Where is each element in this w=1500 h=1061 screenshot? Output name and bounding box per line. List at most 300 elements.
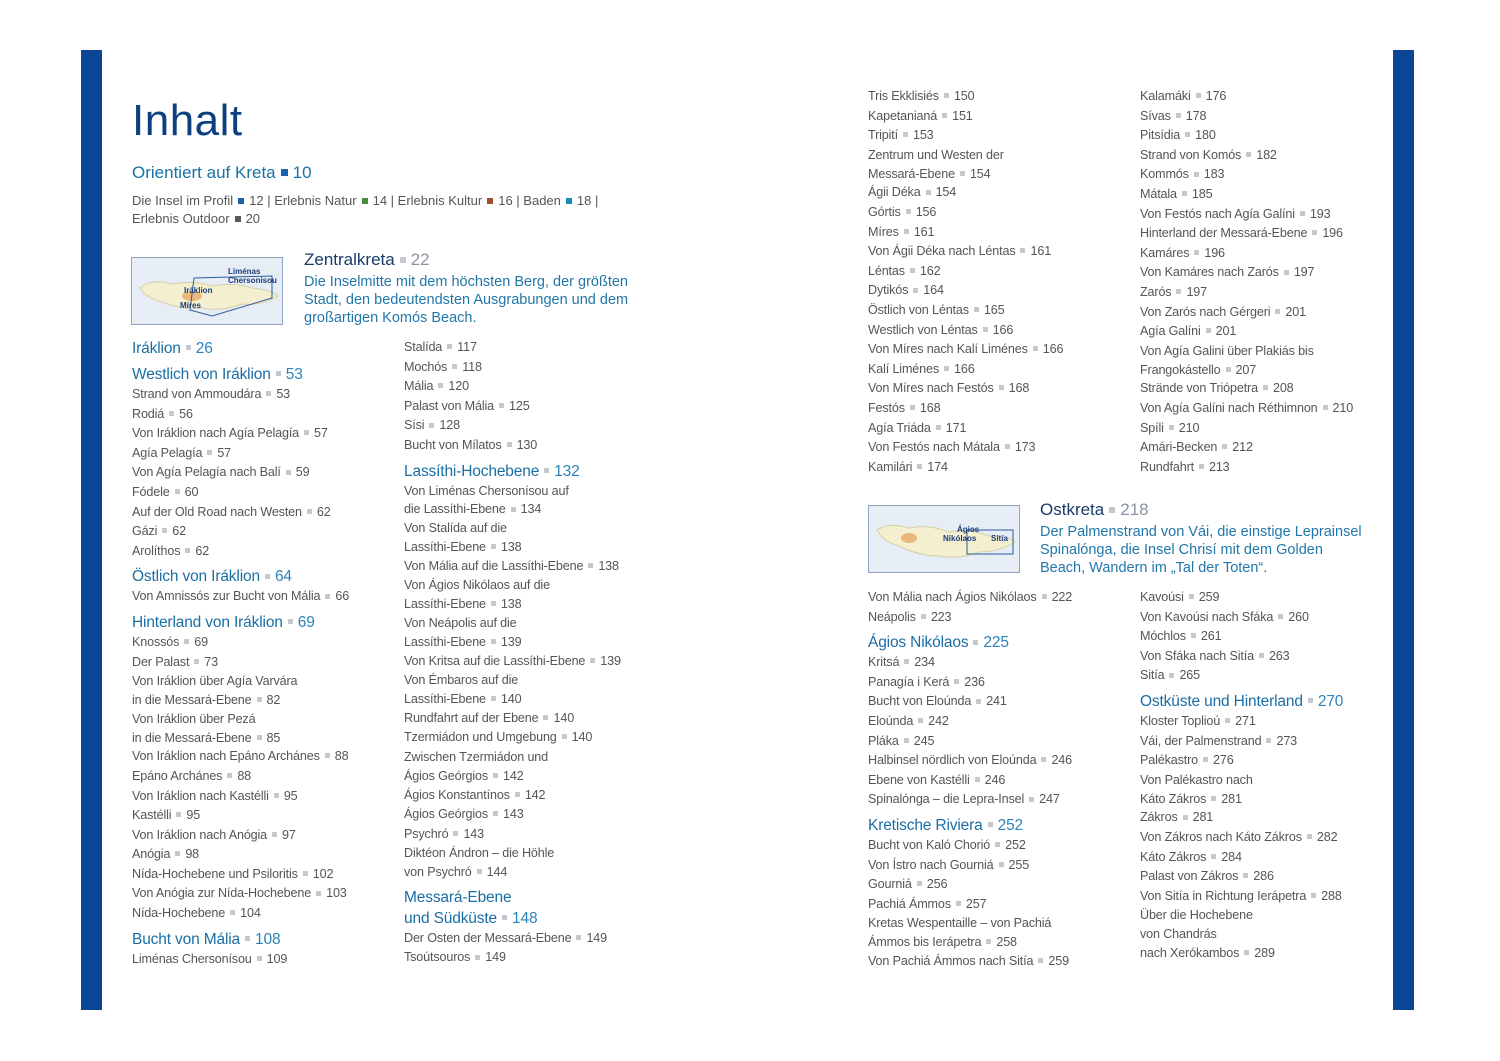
toc-entry[interactable] — [868, 321, 1128, 341]
page-number: 108 — [255, 930, 281, 948]
toc-entry[interactable] — [868, 875, 1128, 895]
entry-title: Erlebnis Natur — [274, 193, 357, 208]
bullet-square-icon — [274, 793, 279, 798]
bullet-square-icon — [1189, 594, 1194, 599]
entry-title: Zwischen Tzermiádon und Ágios Geórgios — [404, 749, 549, 783]
entry-title: Tripití — [868, 128, 898, 143]
toc-entry[interactable] — [868, 360, 1128, 380]
entry-title: Kavoúsi — [1140, 590, 1184, 604]
bullet-square-icon — [1311, 893, 1316, 898]
toc-entry[interactable] — [132, 904, 392, 924]
toc-section-heading[interactable] — [404, 461, 664, 482]
toc-entry[interactable] — [1140, 627, 1390, 647]
toc-entry[interactable] — [868, 914, 1128, 952]
toc-entry[interactable] — [132, 884, 392, 904]
toc-entry[interactable] — [1140, 771, 1390, 809]
entry-title: Mátala — [1140, 186, 1177, 201]
entry-title: Von Palékastro nach Káto Zákros — [1140, 772, 1253, 806]
toc-entry[interactable] — [132, 653, 392, 673]
toc-entry[interactable] — [1140, 751, 1390, 771]
toc-entry[interactable] — [1140, 379, 1390, 399]
page-number: 212 — [1232, 440, 1253, 455]
entry-title: Ágios Konstantínos — [404, 787, 510, 802]
bullet-square-icon — [906, 209, 911, 214]
toc-entry[interactable] — [404, 948, 664, 968]
entry-title: Bucht von Eloúnda — [868, 694, 972, 709]
toc-entry[interactable] — [132, 747, 392, 767]
toc-entry[interactable] — [1140, 419, 1390, 439]
toc-entry[interactable] — [404, 709, 664, 729]
bullet-square-icon — [1266, 738, 1271, 743]
page-number: 149 — [586, 930, 608, 945]
page-number: 208 — [1272, 381, 1294, 396]
toc-entry[interactable] — [132, 385, 392, 405]
page-number: 193 — [1309, 206, 1331, 221]
toc-entry[interactable] — [868, 771, 1128, 791]
toc-entry[interactable] — [1140, 87, 1390, 107]
section-orientiert[interactable] — [132, 163, 312, 183]
toc-entry[interactable] — [868, 223, 1128, 243]
orient-subsection-link[interactable] — [132, 193, 264, 208]
toc-entry[interactable] — [404, 436, 664, 456]
bullet-square-icon — [1222, 444, 1227, 449]
page-number: 10 — [292, 163, 312, 182]
toc-entry[interactable] — [1140, 205, 1390, 225]
toc-entry[interactable] — [132, 865, 392, 885]
toc-entry[interactable] — [1140, 666, 1390, 686]
toc-entry[interactable] — [868, 203, 1128, 223]
page-number: 154 — [935, 185, 957, 200]
toc-entry[interactable] — [404, 728, 664, 748]
page-number: 252 — [997, 816, 1024, 834]
entry-title: Palast von Mália — [404, 398, 494, 413]
toc-entry[interactable] — [132, 522, 392, 542]
toc-entry[interactable] — [1140, 224, 1390, 244]
bullet-square-icon — [1211, 796, 1216, 801]
page-number: 284 — [1221, 849, 1242, 864]
toc-entry[interactable] — [1140, 107, 1390, 127]
entry-title: Stalída — [404, 340, 443, 354]
bullet-square-icon — [502, 915, 507, 920]
entry-title: Zentrum und Westen der Messará-Ebene — [868, 147, 1004, 181]
entry-title: Erlebnis Outdoor — [132, 211, 230, 226]
toc-entry[interactable] — [132, 787, 392, 807]
page-number: 138 — [500, 597, 522, 612]
bullet-square-icon — [475, 955, 480, 960]
entry-title: Gázi — [132, 524, 158, 539]
bullet-square-icon — [307, 509, 312, 514]
region-title: Ostkreta — [1040, 500, 1105, 519]
bullet-square-icon — [272, 832, 277, 837]
toc-entry[interactable] — [132, 845, 392, 865]
bullet-square-icon — [1005, 444, 1010, 449]
toc-entry[interactable] — [868, 419, 1128, 439]
toc-section-heading[interactable] — [868, 815, 1128, 836]
entry-title: Von Stalída auf die Lassíthi-Ebene — [404, 521, 507, 554]
entry-title: Neápolis — [868, 609, 916, 624]
page-number: 261 — [1200, 629, 1222, 644]
entry-title: Epáno Archánes — [132, 768, 223, 783]
toc-entry[interactable] — [868, 608, 1128, 628]
bullet-square-icon — [245, 936, 250, 941]
toc-entry[interactable] — [868, 301, 1128, 321]
page-number: 103 — [326, 886, 347, 901]
toc-entry[interactable] — [1140, 608, 1390, 628]
entry-title: Die Insel im Profil — [132, 193, 234, 208]
entry-title: Von Zarós nach Gérgeri — [1140, 304, 1271, 319]
page-number: 104 — [240, 906, 261, 921]
page-number: 171 — [945, 420, 967, 435]
entry-title: Mália — [404, 379, 434, 394]
bullet-square-icon — [1243, 873, 1248, 878]
page-number: 273 — [1276, 733, 1298, 748]
bullet-square-icon — [988, 822, 993, 827]
page-number: 255 — [1008, 857, 1030, 872]
page-number: 22 — [410, 250, 430, 269]
toc-entry[interactable] — [868, 895, 1128, 915]
toc-entry[interactable] — [1140, 399, 1390, 419]
bullet-square-icon — [999, 862, 1004, 867]
bullet-square-icon — [1244, 950, 1249, 955]
bullet-square-icon — [974, 307, 979, 312]
page-number: 69 — [297, 613, 315, 631]
toc-entry[interactable] — [868, 836, 1128, 856]
bullet-square-icon — [562, 734, 567, 739]
toc-entry[interactable] — [404, 786, 664, 806]
bullet-square-icon — [954, 679, 959, 684]
toc-entry[interactable] — [868, 653, 1128, 673]
bullet-square-icon — [1226, 367, 1231, 372]
page-number: 125 — [509, 398, 530, 413]
bullet-square-icon — [257, 697, 262, 702]
bullet-square-icon — [1183, 815, 1188, 820]
toc-entry[interactable] — [132, 483, 392, 503]
page-number: 161 — [1030, 244, 1052, 259]
bullet-square-icon — [186, 345, 191, 350]
bullet-square-icon — [257, 956, 262, 961]
toc-entry[interactable] — [404, 614, 664, 652]
toc-entry[interactable] — [132, 710, 392, 748]
page-number: 210 — [1178, 420, 1200, 435]
page-number: 242 — [928, 713, 949, 728]
toc-entry[interactable] — [1140, 283, 1390, 303]
page-number: 118 — [462, 359, 482, 374]
page-number: 166 — [992, 322, 1014, 337]
page-number: 140 — [500, 691, 522, 706]
entry-title: Kloster Toplioú — [1140, 713, 1221, 728]
entry-title: Von Pachiá Ámmos nach Sitía — [868, 953, 1034, 968]
page-number: 69 — [194, 634, 208, 649]
bullet-square-icon — [303, 871, 308, 876]
entry-title: Kalí Liménes — [868, 361, 940, 376]
bullet-square-icon — [1176, 289, 1181, 294]
toc-entry[interactable] — [132, 503, 392, 523]
bullet-square-icon — [921, 614, 926, 619]
toc-entry[interactable] — [404, 671, 664, 709]
toc-entry[interactable] — [404, 338, 664, 358]
toc-entry[interactable] — [1140, 342, 1390, 380]
toc-entry[interactable] — [132, 463, 392, 483]
page-number: 153 — [912, 128, 934, 143]
toc-entry[interactable] — [404, 397, 664, 417]
toc-entry[interactable] — [868, 399, 1128, 419]
page-number: 148 — [512, 909, 538, 927]
toc-entry[interactable] — [1140, 732, 1390, 752]
entry-title: Bucht von Mílatos — [404, 437, 502, 452]
toc-entry[interactable] — [1140, 848, 1390, 868]
toc-section-heading[interactable] — [1140, 691, 1390, 712]
entry-title: Ágios Nikólaos — [868, 634, 969, 652]
page-number: 173 — [1014, 440, 1036, 455]
toc-entry[interactable] — [1140, 647, 1390, 667]
toc-column-right-1 — [868, 87, 1128, 477]
toc-entry[interactable] — [1140, 244, 1390, 264]
toc-section-heading[interactable] — [132, 929, 392, 950]
toc-entry[interactable] — [868, 458, 1128, 478]
toc-entry[interactable] — [404, 825, 664, 845]
toc-section-heading[interactable] — [132, 338, 392, 359]
toc-entry[interactable] — [404, 416, 664, 436]
bullet-square-icon — [1196, 93, 1201, 98]
page-number: 53 — [276, 387, 291, 401]
bullet-square-icon — [235, 216, 241, 222]
page-number: 12 — [249, 193, 264, 208]
bullet-square-icon — [1176, 113, 1181, 118]
page-number: 150 — [953, 89, 975, 103]
bullet-square-icon — [511, 507, 516, 512]
toc-entry[interactable] — [868, 712, 1128, 732]
toc-entry[interactable] — [1140, 887, 1390, 907]
bullet-square-icon — [1284, 270, 1289, 275]
entry-title: Psychró — [404, 826, 449, 841]
entry-title: Ebene von Kastélli — [868, 772, 970, 787]
toc-entry[interactable] — [1140, 126, 1390, 146]
map-label: Chersonisou — [228, 276, 277, 285]
bullet-square-icon — [1263, 385, 1268, 390]
entry-title: Von Agía Galini über Plakiás bis Frangokástello — [1140, 343, 1314, 377]
bullet-square-icon — [904, 738, 909, 743]
toc-entry[interactable] — [132, 826, 392, 846]
page-number: 95 — [283, 788, 298, 803]
page-number: 183 — [1203, 167, 1225, 182]
toc-entry[interactable] — [1140, 185, 1390, 205]
entry-title: Pitsídia — [1140, 128, 1181, 143]
toc-entry[interactable] — [1140, 828, 1390, 848]
entry-title: Von Émbaros auf die Lassíthi-Ebene — [404, 673, 519, 706]
page-number: 259 — [1048, 953, 1069, 968]
toc-section-heading[interactable] — [132, 566, 392, 587]
page-number: 196 — [1204, 245, 1225, 260]
bullet-square-icon — [956, 901, 961, 906]
bullet-square-icon — [999, 385, 1004, 390]
bullet-square-icon — [1312, 230, 1317, 235]
page-number: 57 — [314, 426, 328, 441]
entry-title: Rundfahrt — [1140, 459, 1194, 474]
bullet-square-icon — [452, 364, 457, 369]
page-number: 149 — [485, 950, 506, 965]
toc-entry[interactable] — [1140, 458, 1390, 478]
toc-entry[interactable] — [132, 542, 392, 562]
page-number: 143 — [503, 807, 524, 822]
page-number: 289 — [1254, 945, 1275, 960]
toc-entry[interactable] — [868, 281, 1128, 301]
map-label: Nikólaos — [943, 534, 977, 543]
toc-entry[interactable] — [1140, 712, 1390, 732]
bullet-square-icon — [400, 257, 406, 263]
page-number: 288 — [1321, 888, 1342, 903]
toc-entry[interactable] — [1140, 303, 1390, 323]
toc-entry[interactable] — [132, 587, 392, 607]
bullet-square-icon — [944, 93, 949, 98]
page-number: 196 — [1322, 226, 1343, 241]
toc-entry[interactable] — [132, 633, 392, 653]
toc-entry[interactable] — [868, 732, 1128, 752]
bullet-square-icon — [1225, 718, 1230, 723]
orient-subsection-link[interactable] — [523, 193, 591, 208]
page-number: 109 — [266, 951, 288, 966]
toc-entry[interactable] — [868, 262, 1128, 282]
toc-entry[interactable] — [404, 748, 664, 786]
entry-title: Von Kritsa auf die Lassíthi-Ebene — [404, 653, 586, 668]
bullet-square-icon — [493, 773, 498, 778]
toc-entry[interactable] — [1140, 906, 1390, 962]
page-number: 222 — [1051, 590, 1073, 604]
toc-entry[interactable] — [868, 692, 1128, 712]
page-number: 130 — [516, 437, 538, 452]
toc-entry[interactable] — [1140, 808, 1390, 828]
toc-entry[interactable] — [868, 952, 1128, 972]
bullet-square-icon — [1211, 854, 1216, 859]
page-number: 180 — [1195, 128, 1216, 143]
page-number: 142 — [524, 787, 546, 802]
toc-entry[interactable] — [868, 340, 1128, 360]
page-number: 166 — [1042, 342, 1064, 357]
bullet-square-icon — [1191, 633, 1196, 638]
page-number: 138 — [598, 558, 619, 573]
entry-title: Panagía i Kerá — [868, 674, 950, 689]
toc-entry[interactable] — [132, 806, 392, 826]
page-number: 256 — [926, 877, 948, 892]
toc-entry[interactable] — [404, 844, 664, 882]
toc-entry[interactable] — [404, 482, 664, 520]
bullet-square-icon — [1300, 211, 1305, 216]
toc-entry[interactable] — [868, 242, 1128, 262]
toc-section-heading[interactable] — [132, 612, 392, 633]
toc-entry[interactable] — [1140, 146, 1390, 166]
page-number: 142 — [503, 768, 524, 783]
orient-subsection-link[interactable] — [274, 193, 387, 208]
toc-entry[interactable] — [868, 146, 1128, 184]
bullet-square-icon — [429, 423, 434, 428]
toc-entry[interactable] — [404, 576, 664, 614]
toc-entry[interactable] — [404, 377, 664, 397]
entry-title: Spinalónga – die Lepra-Insel — [868, 792, 1025, 807]
toc-entry[interactable] — [1140, 263, 1390, 283]
entry-title: Rundfahrt auf der Ebene — [404, 710, 539, 725]
toc-entry[interactable] — [1140, 867, 1390, 887]
bullet-square-icon — [1246, 152, 1251, 157]
toc-entry[interactable] — [132, 950, 392, 970]
bullet-square-icon — [973, 640, 978, 645]
bullet-square-icon — [238, 198, 244, 204]
toc-entry[interactable] — [1140, 165, 1390, 185]
region-zentralkreta[interactable] — [304, 250, 634, 327]
toc-entry[interactable] — [404, 358, 664, 378]
toc-entry[interactable] — [868, 790, 1128, 810]
toc-entry[interactable] — [868, 107, 1128, 127]
region-ostkreta[interactable] — [1040, 500, 1370, 577]
toc-entry[interactable] — [868, 183, 1128, 203]
toc-entry[interactable] — [404, 652, 664, 672]
page-number: 164 — [923, 283, 944, 298]
toc-entry[interactable] — [868, 673, 1128, 693]
entry-title: Von Sfáka nach Sitía — [1140, 648, 1254, 663]
entry-title: Tris Ekklisiés — [868, 89, 939, 103]
bullet-square-icon — [362, 198, 368, 204]
entry-title: Tzermiádon und Umgebung — [404, 730, 557, 745]
page-number: 174 — [927, 459, 948, 474]
toc-entry[interactable] — [868, 588, 1128, 608]
toc-entry[interactable] — [868, 438, 1128, 458]
page-number: 120 — [448, 379, 469, 394]
map-label: Iráklion — [184, 286, 213, 295]
toc-section-heading[interactable] — [868, 632, 1128, 653]
separator: | — [591, 193, 599, 208]
toc-entry[interactable] — [132, 405, 392, 425]
toc-section-heading[interactable] — [132, 364, 392, 385]
toc-entry[interactable] — [404, 519, 664, 557]
entry-title: Léntas — [868, 263, 905, 278]
toc-entry[interactable] — [132, 767, 392, 787]
toc-entry[interactable] — [868, 126, 1128, 146]
toc-entry[interactable] — [868, 751, 1128, 771]
entry-title: Amári-Becken — [1140, 440, 1218, 455]
page-number: 60 — [184, 484, 199, 499]
bullet-square-icon — [904, 659, 909, 664]
bullet-square-icon — [913, 288, 918, 293]
toc-entry[interactable] — [1140, 322, 1390, 342]
toc-entry[interactable] — [404, 557, 664, 577]
entry-title: Pachiá Ámmos — [868, 896, 951, 911]
toc-entry[interactable] — [1140, 438, 1390, 458]
toc-entry[interactable] — [132, 672, 392, 710]
page-number: 85 — [266, 730, 281, 745]
entry-title: Kamilári — [868, 459, 913, 474]
page-number: 207 — [1235, 362, 1257, 377]
bullet-square-icon — [316, 891, 321, 896]
toc-entry[interactable] — [404, 929, 664, 949]
page-number: 82 — [266, 692, 281, 707]
toc-entry[interactable] — [132, 444, 392, 464]
page-number: 162 — [919, 263, 941, 278]
page-number: 165 — [983, 302, 1005, 317]
toc-entry[interactable] — [404, 805, 664, 825]
toc-section-heading[interactable] — [404, 887, 664, 929]
toc-entry[interactable] — [868, 87, 1128, 107]
entry-title: Östlich von Léntas — [868, 302, 969, 317]
toc-entry[interactable] — [868, 856, 1128, 876]
orient-subsection-link[interactable] — [398, 193, 513, 208]
orient-subsection-link[interactable] — [132, 211, 260, 226]
entry-title: Dytikós — [868, 283, 909, 298]
entry-title: Von Anógia zur Nída-Hochebene — [132, 886, 312, 901]
toc-entry[interactable] — [868, 379, 1128, 399]
toc-entry[interactable] — [132, 424, 392, 444]
entry-title: Von Kavoúsi nach Sfáka — [1140, 609, 1274, 624]
toc-entry[interactable] — [1140, 588, 1390, 608]
page-number: 62 — [316, 504, 331, 519]
page-number: 18 — [576, 193, 592, 208]
